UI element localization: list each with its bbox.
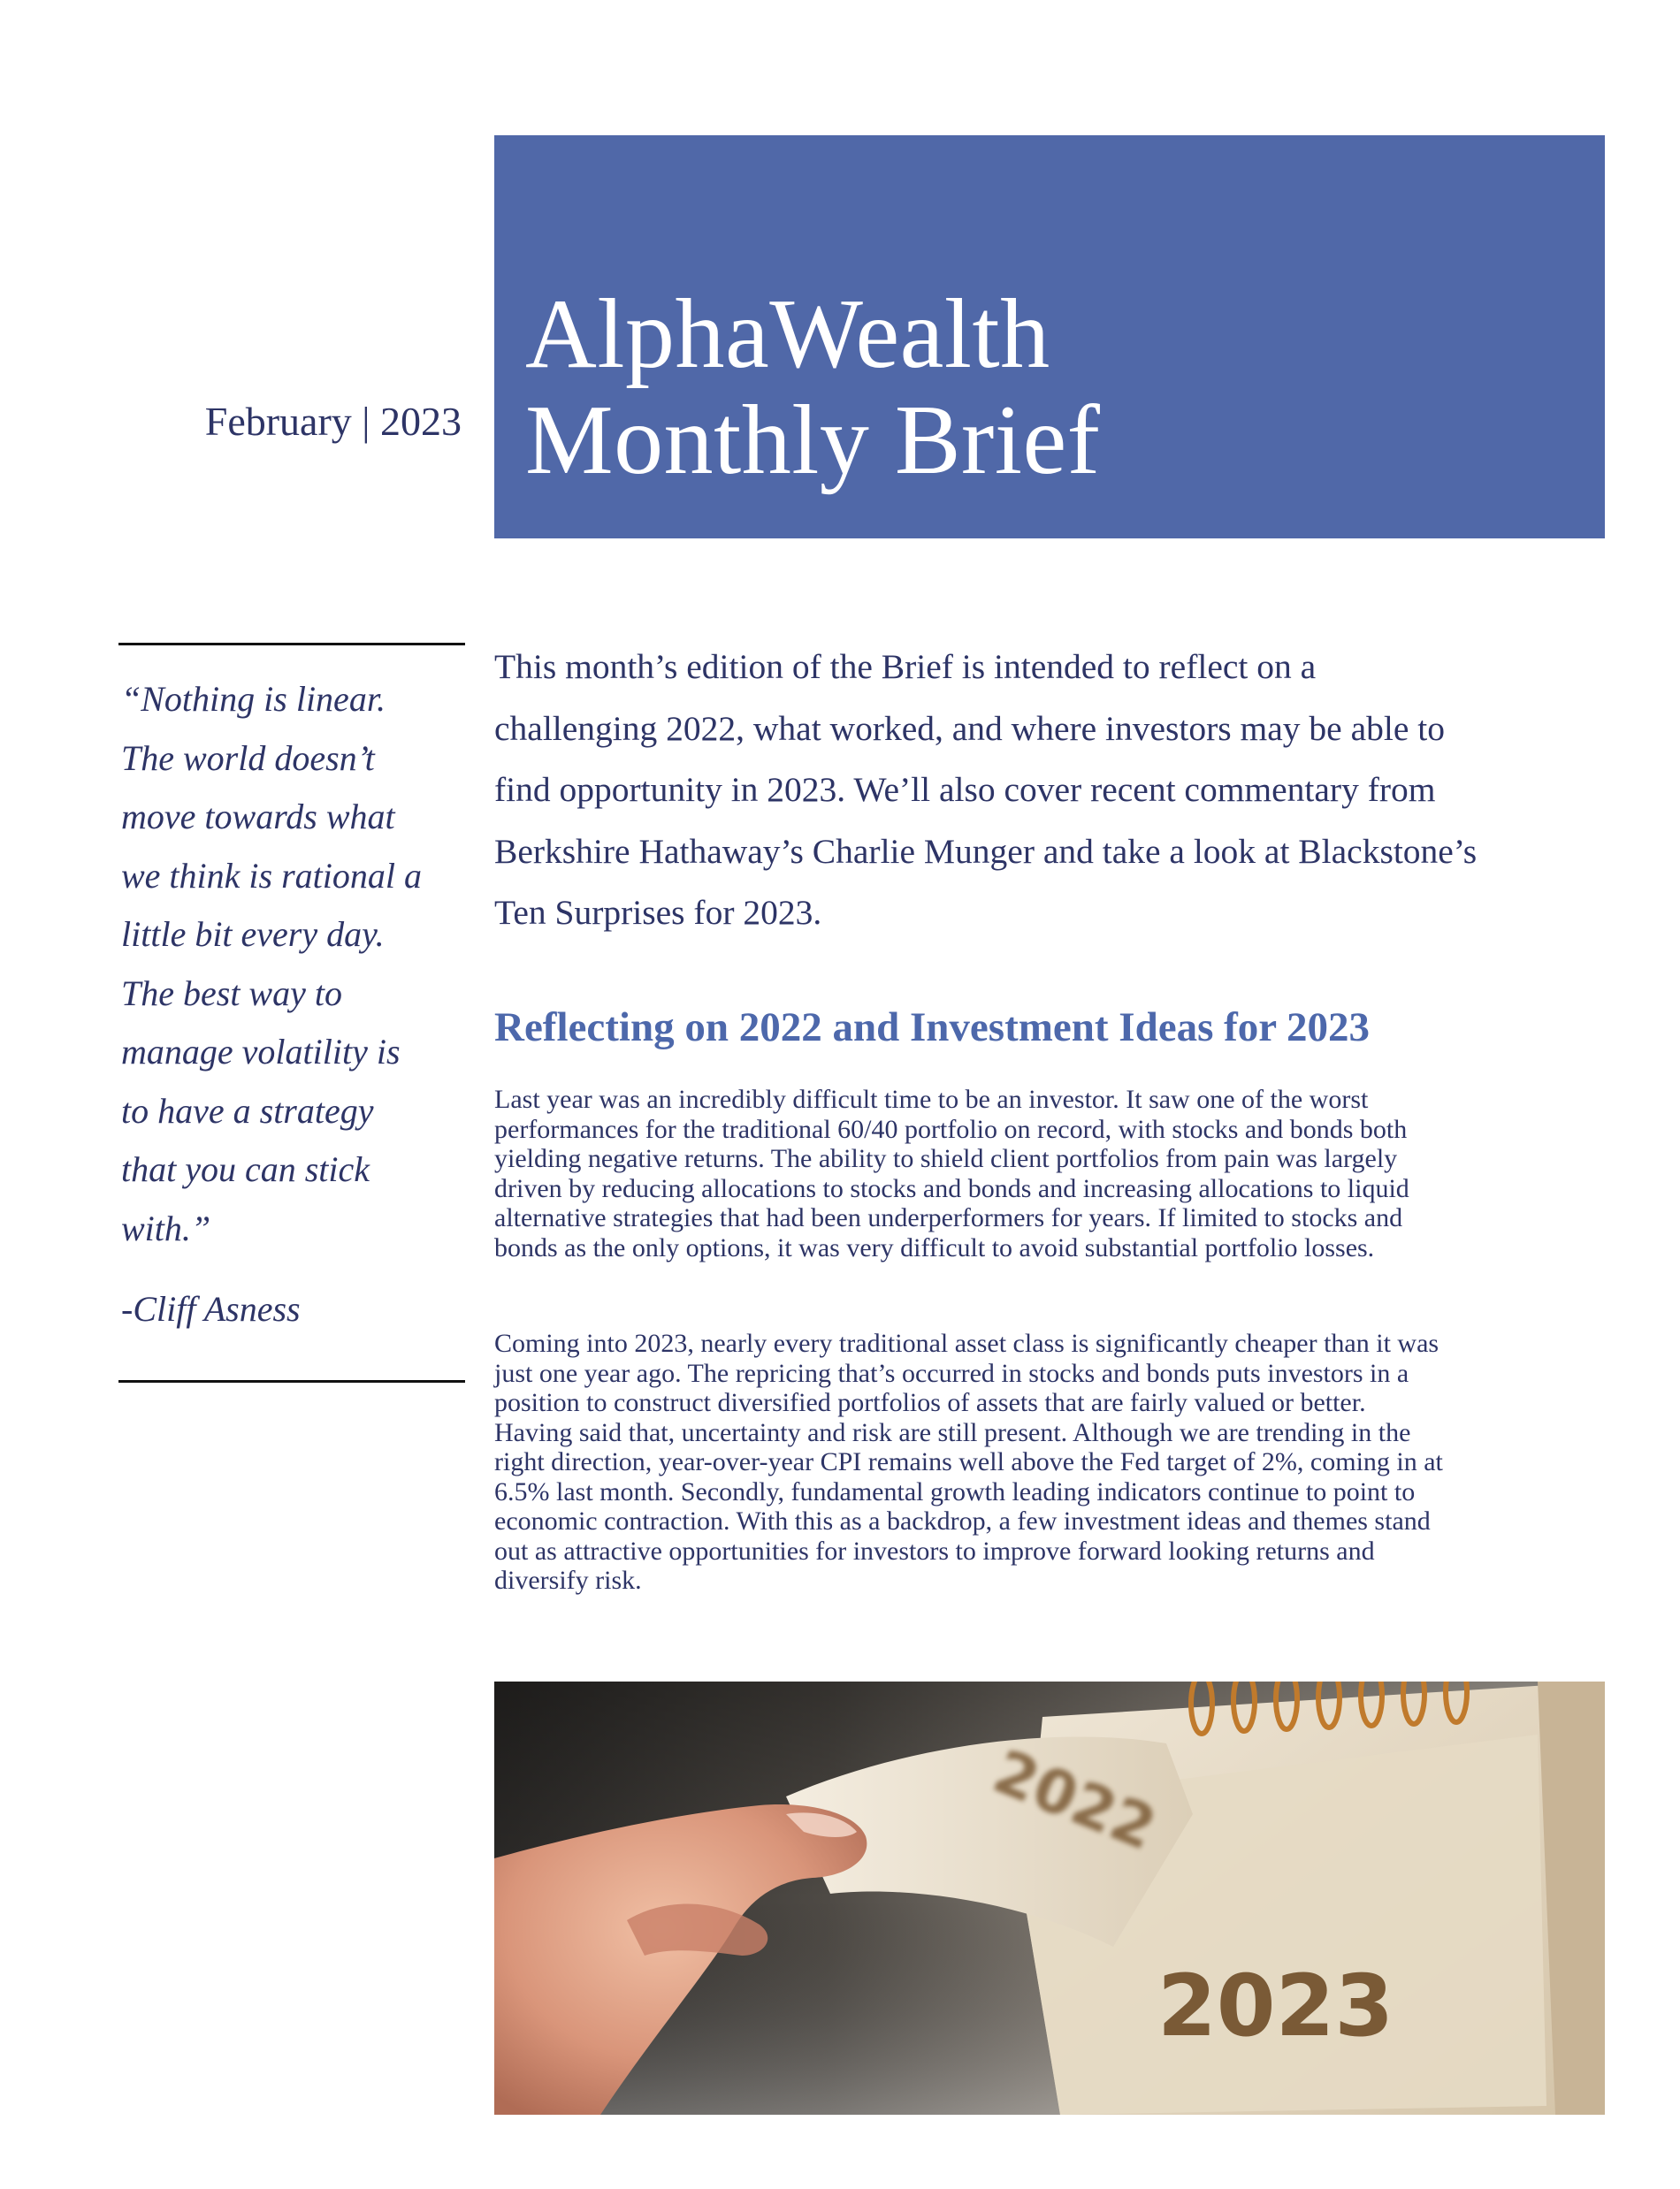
quote-line: that you can stick [121,1149,370,1189]
paragraph-1-line: yielding negative returns. The ability to shield client portfolios from pain was largely [494,1144,1398,1173]
quote-line: to have a strategy [121,1090,374,1131]
paragraph-1-line: Last year was an incredibly difficult time to be an investor. It saw one of the worst [494,1085,1369,1114]
paragraph-2-line: right direction, year-over-year CPI remains well above the Fed target of 2%, coming in at [494,1447,1443,1476]
quote-line: manage volatility is [121,1032,401,1072]
old-year-label: 2022 [983,1736,1165,1865]
intro-line: challenging 2022, what worked, and where investors may be able to [494,708,1445,748]
quote-line: The best way to [121,972,342,1013]
paragraph-2-line: Having said that, uncertainty and risk are still present. Although we are trending in the [494,1417,1411,1447]
paragraph-2-line: 6.5% last month. Secondly, fundamental growth leading indicators continue to point to [494,1476,1416,1506]
paragraph-2-line: out as attractive opportunities for investors to improve forward looking returns and [494,1536,1375,1566]
paragraph-1-line: performances for the traditional 60/40 portfolio on record, with stocks and bonds both [494,1114,1408,1144]
sidebar-quote [121,670,470,1258]
paragraph-1-line: alternative strategies that had been underperformers for years. If limited to stocks and [494,1203,1403,1232]
quote-line: we think is rational a [121,855,422,896]
paragraph-1-line: bonds as the only options, it was very difficult to avoid substantial portfolio losses. [494,1232,1375,1262]
page-title [525,281,1100,493]
quote-author: -Cliff Asness [121,1289,301,1329]
calendar-photo [494,1682,1605,2115]
quote-line: with.” [121,1208,211,1248]
quote-bottom-rule [118,1380,465,1383]
title-line-2: Monthly Brief [525,385,1101,495]
paragraph-2-line: Coming into 2023, nearly every traditional asset class is significantly cheaper than it was [494,1329,1439,1358]
quote-line: little bit every day. [121,914,385,954]
intro-paragraph [494,637,1613,944]
intro-line: Ten Surprises for 2023. [494,893,822,932]
paragraph-2-line: just one year ago. The repricing that’s occurred in stocks and bonds puts investors in a [494,1358,1409,1388]
title-line-1: AlphaWealth [525,279,1050,389]
body-paragraph-1 [494,1085,1605,1262]
section-heading: Reflecting on 2022 and Investment Ideas for 2023 [494,1004,1371,1050]
intro-line: Berkshire Hathaway’s Charlie Munger and take a look at Blackstone’s [494,831,1478,871]
quote-line: “Nothing is linear. [121,679,386,719]
quote-line: The world doesn’t [121,737,375,778]
paragraph-2-line: position to construct diversified portfolios of assets that are fairly valued or better. [494,1388,1366,1417]
new-year-label: 2023 [1157,1956,1394,2056]
body-paragraph-2 [494,1329,1605,1596]
paragraph-1-line: driven by reducing allocations to stocks and bonds and increasing allocations to liquid [494,1173,1409,1203]
quote-top-rule [118,643,465,645]
issue-date: February | 2023 [204,399,462,444]
intro-line: This month’s edition of the Brief is intended to reflect on a [494,647,1317,686]
intro-line: find opportunity in 2023. We’ll also cover recent commentary from [494,770,1436,809]
paragraph-2-line: economic contraction. With this as a backdrop, a few investment ideas and themes stand [494,1506,1431,1536]
paragraph-2-line: diversify risk. [494,1566,642,1595]
quote-line: move towards what [121,797,395,836]
